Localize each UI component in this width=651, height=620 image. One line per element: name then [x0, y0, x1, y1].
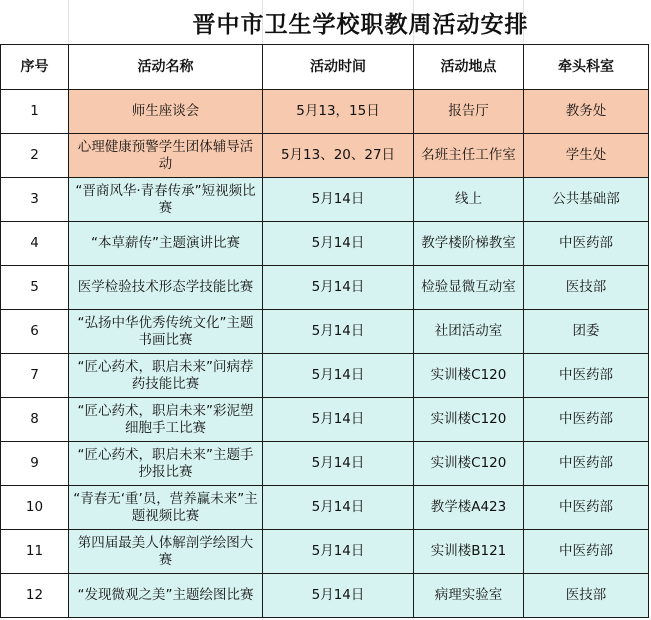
cell-name[interactable]: 心理健康预警学生团体辅导活动	[69, 134, 263, 178]
cell-no[interactable]: 9	[1, 442, 69, 486]
cell-dept[interactable]: 团委	[524, 310, 649, 354]
cell-no[interactable]: 2	[1, 134, 69, 178]
table-row	[1, 178, 649, 222]
cell-name[interactable]: “弘扬中华优秀传统文化”主题书画比赛	[69, 310, 263, 354]
cell-no[interactable]: 6	[1, 310, 69, 354]
cell-name[interactable]: “匠心药术，职启未来”问病荐药技能比赛	[69, 354, 263, 398]
table-row	[1, 530, 649, 574]
cell-place[interactable]: 病理实验室	[414, 574, 524, 618]
cell-place[interactable]: 教学楼阶梯教室	[414, 222, 524, 266]
cell-place[interactable]: 教学楼A423	[414, 486, 524, 530]
cell-place[interactable]: 报告厅	[414, 90, 524, 134]
table-row	[1, 442, 649, 486]
cell-no[interactable]: 5	[1, 266, 69, 310]
cell-name[interactable]: “匠心药术，职启未来”彩泥塑细胞手工比赛	[69, 398, 263, 442]
table-row	[1, 310, 649, 354]
table-row	[1, 354, 649, 398]
cell-place[interactable]: 名班主任工作室	[414, 134, 524, 178]
cell-no[interactable]: 3	[1, 178, 69, 222]
cell-time[interactable]: 5月14日	[263, 354, 414, 398]
cell-place[interactable]: 社团活动室	[414, 310, 524, 354]
cell-no[interactable]: 10	[1, 486, 69, 530]
cell-no[interactable]: 4	[1, 222, 69, 266]
header-row	[1, 45, 649, 90]
cell-time[interactable]: 5月14日	[263, 266, 414, 310]
table-row	[1, 398, 649, 442]
cell-dept[interactable]: 中医药部	[524, 398, 649, 442]
cell-place[interactable]: 线上	[414, 178, 524, 222]
cell-dept[interactable]: 中医药部	[524, 222, 649, 266]
cell-name[interactable]: “晋商风华·青春传承”短视频比赛	[69, 178, 263, 222]
cell-name[interactable]: “青春无‘重’员，营养赢未来”主题视频比赛	[69, 486, 263, 530]
table-row	[1, 486, 649, 530]
cell-time[interactable]: 5月14日	[263, 574, 414, 618]
cell-no[interactable]: 8	[1, 398, 69, 442]
cell-no[interactable]: 12	[1, 574, 69, 618]
header-cell-no[interactable]: 序号	[1, 45, 69, 90]
cell-dept[interactable]: 医技部	[524, 574, 649, 618]
cell-place[interactable]: 实训楼B121	[414, 530, 524, 574]
cell-dept[interactable]: 中医药部	[524, 486, 649, 530]
cell-name[interactable]: 第四届最美人体解剖学绘图大赛	[69, 530, 263, 574]
cell-name[interactable]: “发现微观之美”主题绘图比赛	[69, 574, 263, 618]
cell-name[interactable]: 医学检验技术形态学技能比赛	[69, 266, 263, 310]
cell-place[interactable]: 实训楼C120	[414, 354, 524, 398]
table-row	[1, 134, 649, 178]
cell-place[interactable]: 实训楼C120	[414, 398, 524, 442]
cell-dept[interactable]: 公共基础部	[524, 178, 649, 222]
table-row	[1, 574, 649, 618]
table-row	[1, 222, 649, 266]
table-row	[1, 90, 649, 134]
cell-dept[interactable]: 医技部	[524, 266, 649, 310]
cell-name[interactable]: 师生座谈会	[69, 90, 263, 134]
cell-dept[interactable]: 教务处	[524, 90, 649, 134]
cell-time[interactable]: 5月13，15日	[263, 90, 414, 134]
cell-time[interactable]: 5月13、20、27日	[263, 134, 414, 178]
sheet-title: 晋中市卫生学校职教周活动安排	[192, 10, 529, 38]
cell-time[interactable]: 5月14日	[263, 486, 414, 530]
header-cell-time[interactable]: 活动时间	[263, 45, 414, 90]
header-cell-name[interactable]: 活动名称	[69, 45, 263, 90]
cell-time[interactable]: 5月14日	[263, 398, 414, 442]
cell-no[interactable]: 1	[1, 90, 69, 134]
header-cell-place[interactable]: 活动地点	[414, 45, 524, 90]
cell-time[interactable]: 5月14日	[263, 310, 414, 354]
title-row	[0, 0, 651, 44]
cell-time[interactable]: 5月14日	[263, 442, 414, 486]
cell-place[interactable]: 实训楼C120	[414, 442, 524, 486]
cell-dept[interactable]: 中医药部	[524, 530, 649, 574]
cell-dept[interactable]: 中医药部	[524, 442, 649, 486]
table-row	[1, 266, 649, 310]
cell-dept[interactable]: 学生处	[524, 134, 649, 178]
cell-time[interactable]: 5月14日	[263, 178, 414, 222]
cell-no[interactable]: 11	[1, 530, 69, 574]
cell-dept[interactable]: 中医药部	[524, 354, 649, 398]
header-cell-dept[interactable]: 牵头科室	[524, 45, 649, 90]
cell-name[interactable]: “本草薪传”主题演讲比赛	[69, 222, 263, 266]
schedule-table	[0, 44, 649, 618]
cell-place[interactable]: 检验显微互动室	[414, 266, 524, 310]
cell-time[interactable]: 5月14日	[263, 222, 414, 266]
cell-name[interactable]: “匠心药术，职启未来”主题手抄报比赛	[69, 442, 263, 486]
table-body	[1, 90, 649, 618]
cell-no[interactable]: 7	[1, 354, 69, 398]
cell-time[interactable]: 5月14日	[263, 530, 414, 574]
